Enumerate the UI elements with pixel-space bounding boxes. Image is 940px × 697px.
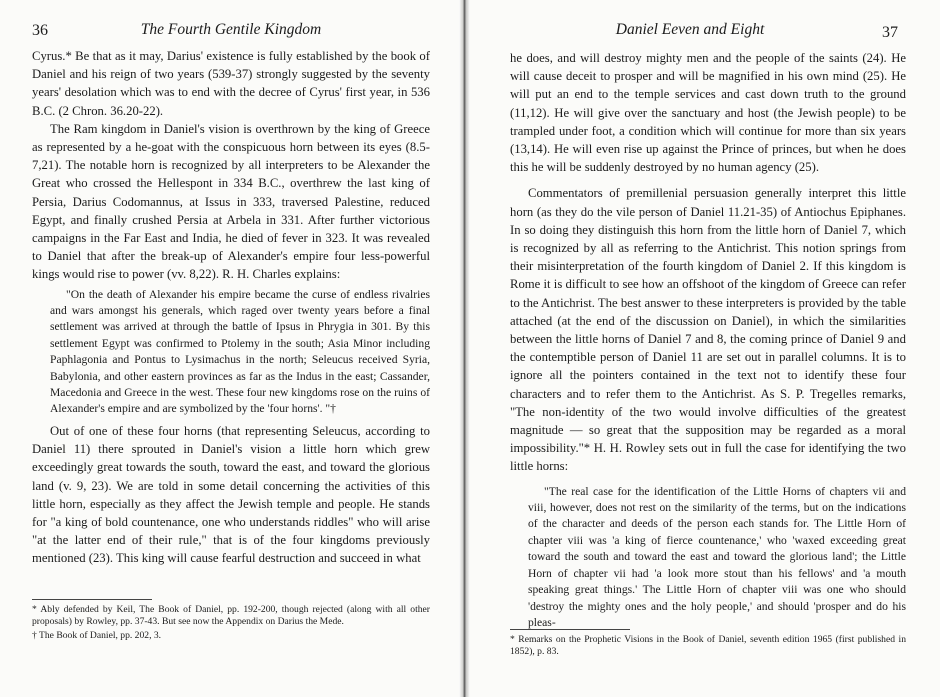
- left-footnote-2: † The Book of Daniel, pp. 202, 3.: [32, 630, 162, 642]
- book-gutter: [459, 0, 470, 697]
- left-footnotes: [32, 604, 430, 645]
- left-paragraph-2: The Ram kingdom in Daniel's vision is overthrown by the king of Greece as represented by a he-goat with the conspicuous horn between its eyes (8.5-7,21). The notable horn is recognized by all interpreters to be Alexander the Great who crossed the Hellespont in 334 B.C., overthrew the last king of Persia, Darius Codomannus, at Issus in 333, traversed Palestine, reduced Egypt, and finally crushed Persia at Arbela in 331. After further victorious campaigns in the Far East and India, he died of fever in 323. It was revealed to Daniel that after the break-up of Alexander's empire four less-powerful kings would rise to power (vv. 8,22). R. H. Charles explains:: [32, 121, 430, 282]
- left-page: [0, 0, 462, 697]
- left-running-head: The Fourth Gentile Kingdom: [140, 21, 322, 38]
- right-page-number: 37: [882, 24, 898, 41]
- right-footnotes: [510, 634, 906, 660]
- left-block-quote: "On the death of Alexander his empire became the curse of endless rivalries and wars amongst his generals, which raged over twenty years before a final settlement was arrived at through the battle of Ipsus in Phrygia in 301. By this settlement Egypt was confirmed to Ptolemy in the south; Asia Minor including Paphlagonia and Pontus to Lysimachus in the north; Seleucus received Syria, Babylonia, and other eastern provinces as far as the Indus in the east; Cassander, Macedonia and Greece in the west. These four new kingdoms rose on the ruins of Alexander's empire and are symbolized by the 'four horns'. "†: [50, 287, 430, 416]
- left-body-text: [32, 47, 430, 568]
- right-footnote-1: * Remarks on the Prophetic Visions in the Book of Daniel, seventh edition 1965 (first published in 1852), p. 83.: [510, 634, 906, 658]
- right-running-head: Daniel Eeven and Eight: [615, 21, 765, 38]
- right-body-text: [510, 49, 906, 635]
- left-footnote-rule: [32, 599, 152, 600]
- left-paragraph-1: Cyrus.* Be that as it may, Darius' existence is fully established by the book of Daniel and his reign of two years (539-37) strongly suggested by the seventy years' desolation which was to end with the decree of Cyrus' first year, in 536 B.C. (2 Chron. 36.20-22).: [32, 49, 430, 118]
- right-footnote-rule: [510, 629, 630, 630]
- left-footnote-1: * Ably defended by Keil, The Book of Daniel, pp. 192-200, though rejected (along with all other proposals) by Rowley, pp. 37-43. But see now the Appendix on Darius the Mede.: [32, 604, 430, 628]
- right-page: [470, 0, 940, 697]
- left-paragraph-3: Out of one of these four horns (that representing Seleucus, according to Daniel 11) there sprouted in Daniel's vision a little horn which grew exceedingly great towards the south, toward the east, and toward the glorious land (v. 9, 23). We are told in some detail concerning the activities of this little horn, especially as they affect the Jewish temple and people. He stands for "a king of bold countenance, one who understands riddles" who will arise "at the latter end of their rule," that is of the four kingdoms previously mentioned (23). This king will cause fearful destruction and succeed in what: [32, 423, 430, 566]
- right-paragraph-1: he does, and will destroy mighty men and the people of the saints (24). He will cause deceit to prosper and will be magnified in his own mind (25). He will put an end to the temple services and cast down truth to the ground (11,12). He will give over the sanctuary and host (the Jewish people) to be trampled under foot, a condition which will continue for more than six years (13,14). He will even rise up against the Prince of princes, but when he does this he will be suddenly destroyed by no human agency (25).: [510, 51, 906, 175]
- right-paragraph-2: Commentators of premillenial persuasion generally interpret this little horn (as they do the vile person of Daniel 11.21-35) of Antiochus Epiphanes. In so doing they distinguish this horn from the little horn of Daniel 7, which is recognized by all as referring to the Antichrist. This notion springs from their misinterpretation of the fourth kingdom of Daniel 2. If this kingdom is Rome it is difficult to see how an offshoot of the kingdom of Greece can refer to the Antichrist. The best answer to these interpreters is provided by the table attached (at the end of the discussion on Daniel), in which the similarities between the little horns of Daniel 7 and 8, the coming prince of Daniel 9 and the contemptible person of Daniel 11 are set out in parallel columns. It is to ignore all the pointers contained in the text not to identify these four characters and to refer them to the Antichrist. As S. P. Tregelles remarks, "The non-identity of the two would involve difficulties of the greatest magnitude — so great that the supposition may be regarded as a moral impossibility."* H. H. Rowley sets out in full the case for identifying the two little horns:: [510, 186, 906, 474]
- right-block-quote: "The real case for the identification of the Little Horns of chapters vii and viii, however, does not rest on the similarity of the terms, but on the indications of the character and deeds of the person each stands for. The Little Horn of chapter viii was 'a king of fierce countenance,' who 'waxed exceeding great toward the south and toward the east and toward the glorious land'; the Little Horn of chapter vii had 'a look more stout than his fellows' and 'a mouth speaking great things.' The Little Horn of chapter viii was one who should 'destroy the mighty ones and the holy people,' and should 'prosper and do his pleas-: [528, 484, 906, 629]
- left-page-number: 36: [32, 22, 48, 39]
